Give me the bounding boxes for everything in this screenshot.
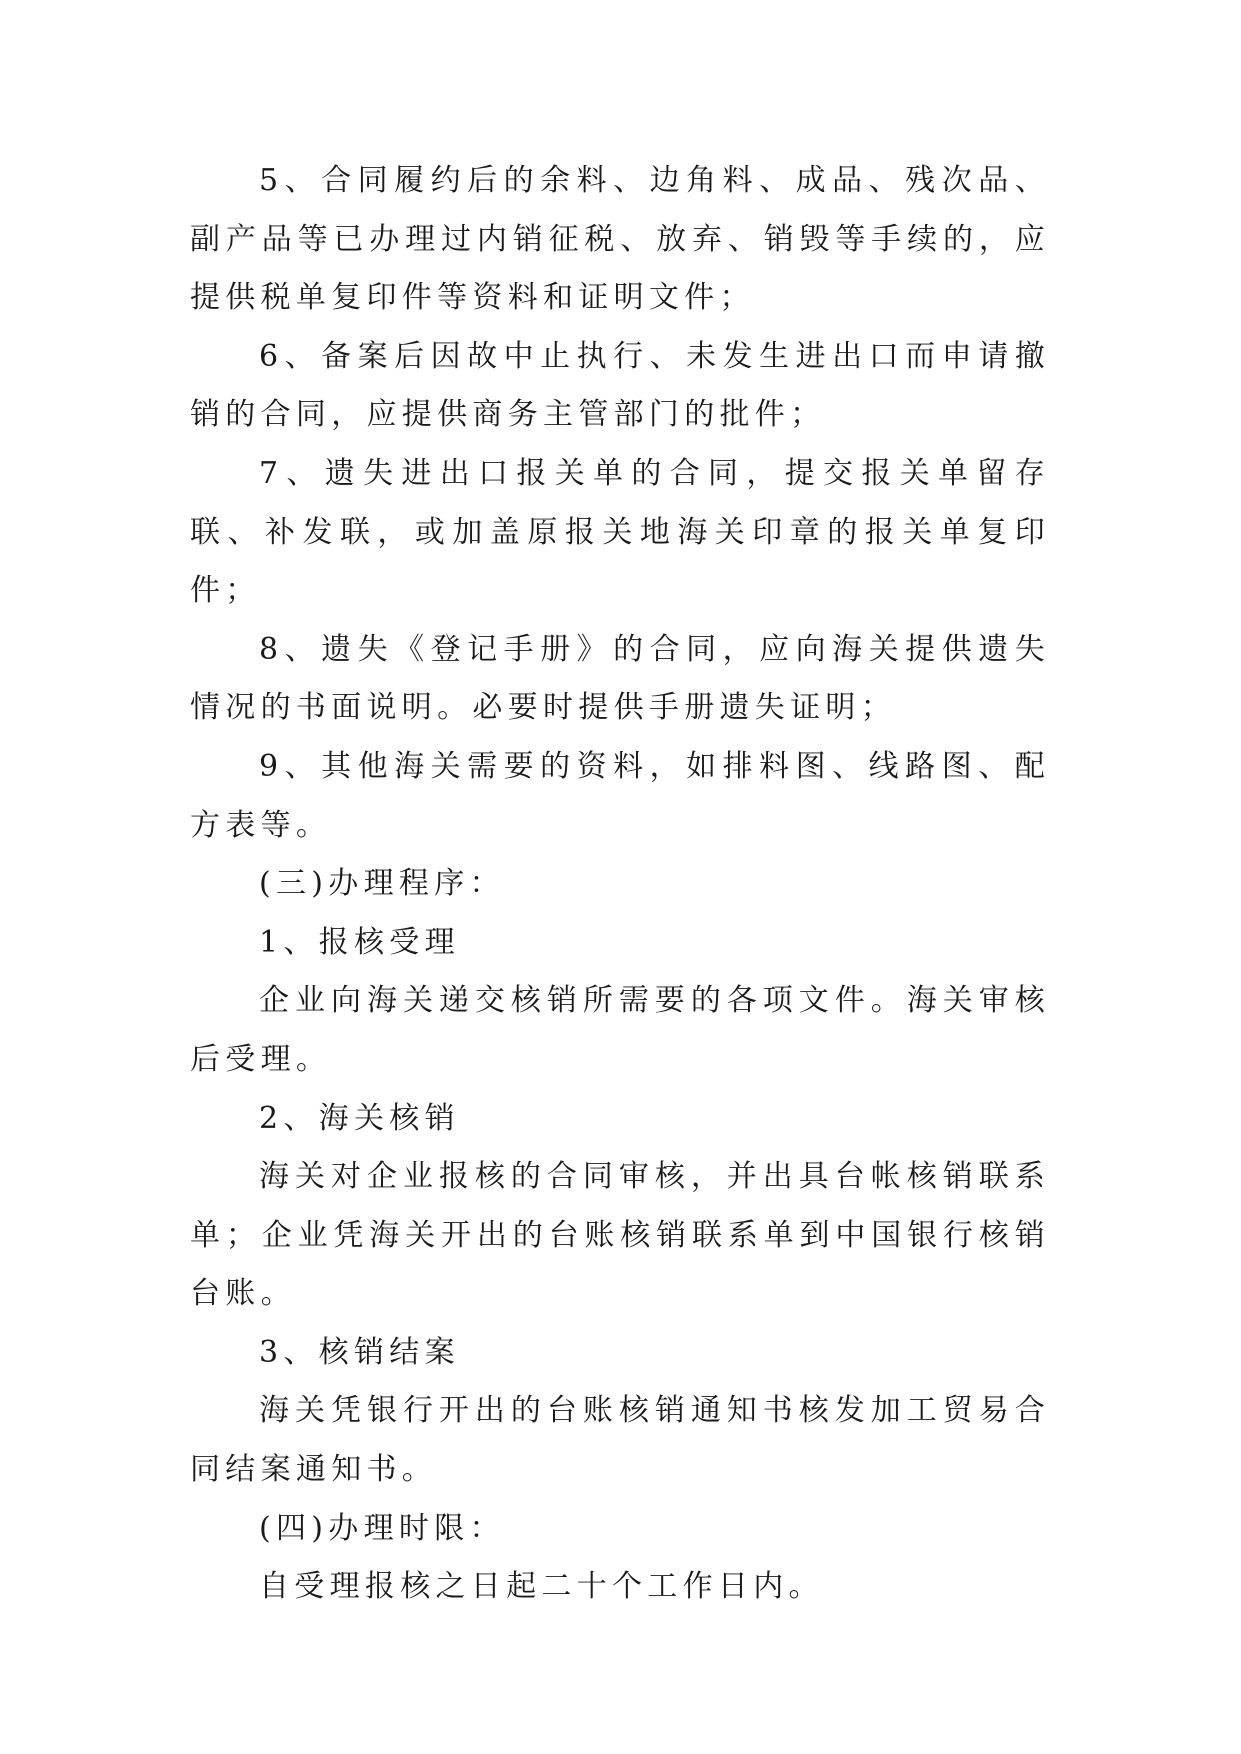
- procedure-step-1-body: 企业向海关递交核销所需要的各项文件。海关审核后受理。: [190, 983, 1050, 1077]
- procedure-step-2-body: 海关对企业报核的合同审核，并出具台帐核销联系单；企业凭海关开出的台账核销联系单到中国银行核销台账。: [190, 1159, 1050, 1312]
- paragraph-item-7-lost-declarations: 7、遗失进出口报关单的合同，提交报关单留存联、补发联，或加盖原报关地海关印章的报关单复印件；: [190, 455, 1050, 609]
- procedure-step-2-title: 2、海关核销: [259, 1100, 460, 1136]
- section-heading-time-limit: (四)办理时限：: [259, 1510, 505, 1546]
- document-body: [190, 152, 1050, 1617]
- paragraph-item-5-leftover-materials: 5、合同履约后的余料、边角料、成品、残次品、副产品等已办理过内销征税、放弃、销毁等手续的，应提供税单复印件等资料和证明文件；: [190, 163, 1050, 316]
- paragraph-item-6-cancelled-contracts: 6、备案后因故中止执行、未发生进出口而申请撤销的合同，应提供商务主管部门的批件；: [190, 338, 1050, 433]
- time-limit-body: 自受理报核之日起二十个工作日内。: [259, 1569, 824, 1605]
- procedure-step-3-body: 海关凭银行开出的台账核销通知书核发加工贸易合同结案通知书。: [190, 1393, 1050, 1488]
- procedure-step-3-title: 3、核销结案: [259, 1334, 460, 1370]
- paragraph-item-9-other-materials: 9、其他海关需要的资料，如排料图、线路图、配方表等。: [190, 748, 1050, 843]
- paragraph-item-8-lost-handbook: 8、遗失《登记手册》的合同，应向海关提供遗失情况的书面说明。必要时提供手册遗失证明；: [190, 631, 1050, 726]
- section-heading-procedure: (三)办理程序：: [259, 866, 505, 902]
- procedure-step-1-title: 1、报核受理: [259, 924, 460, 960]
